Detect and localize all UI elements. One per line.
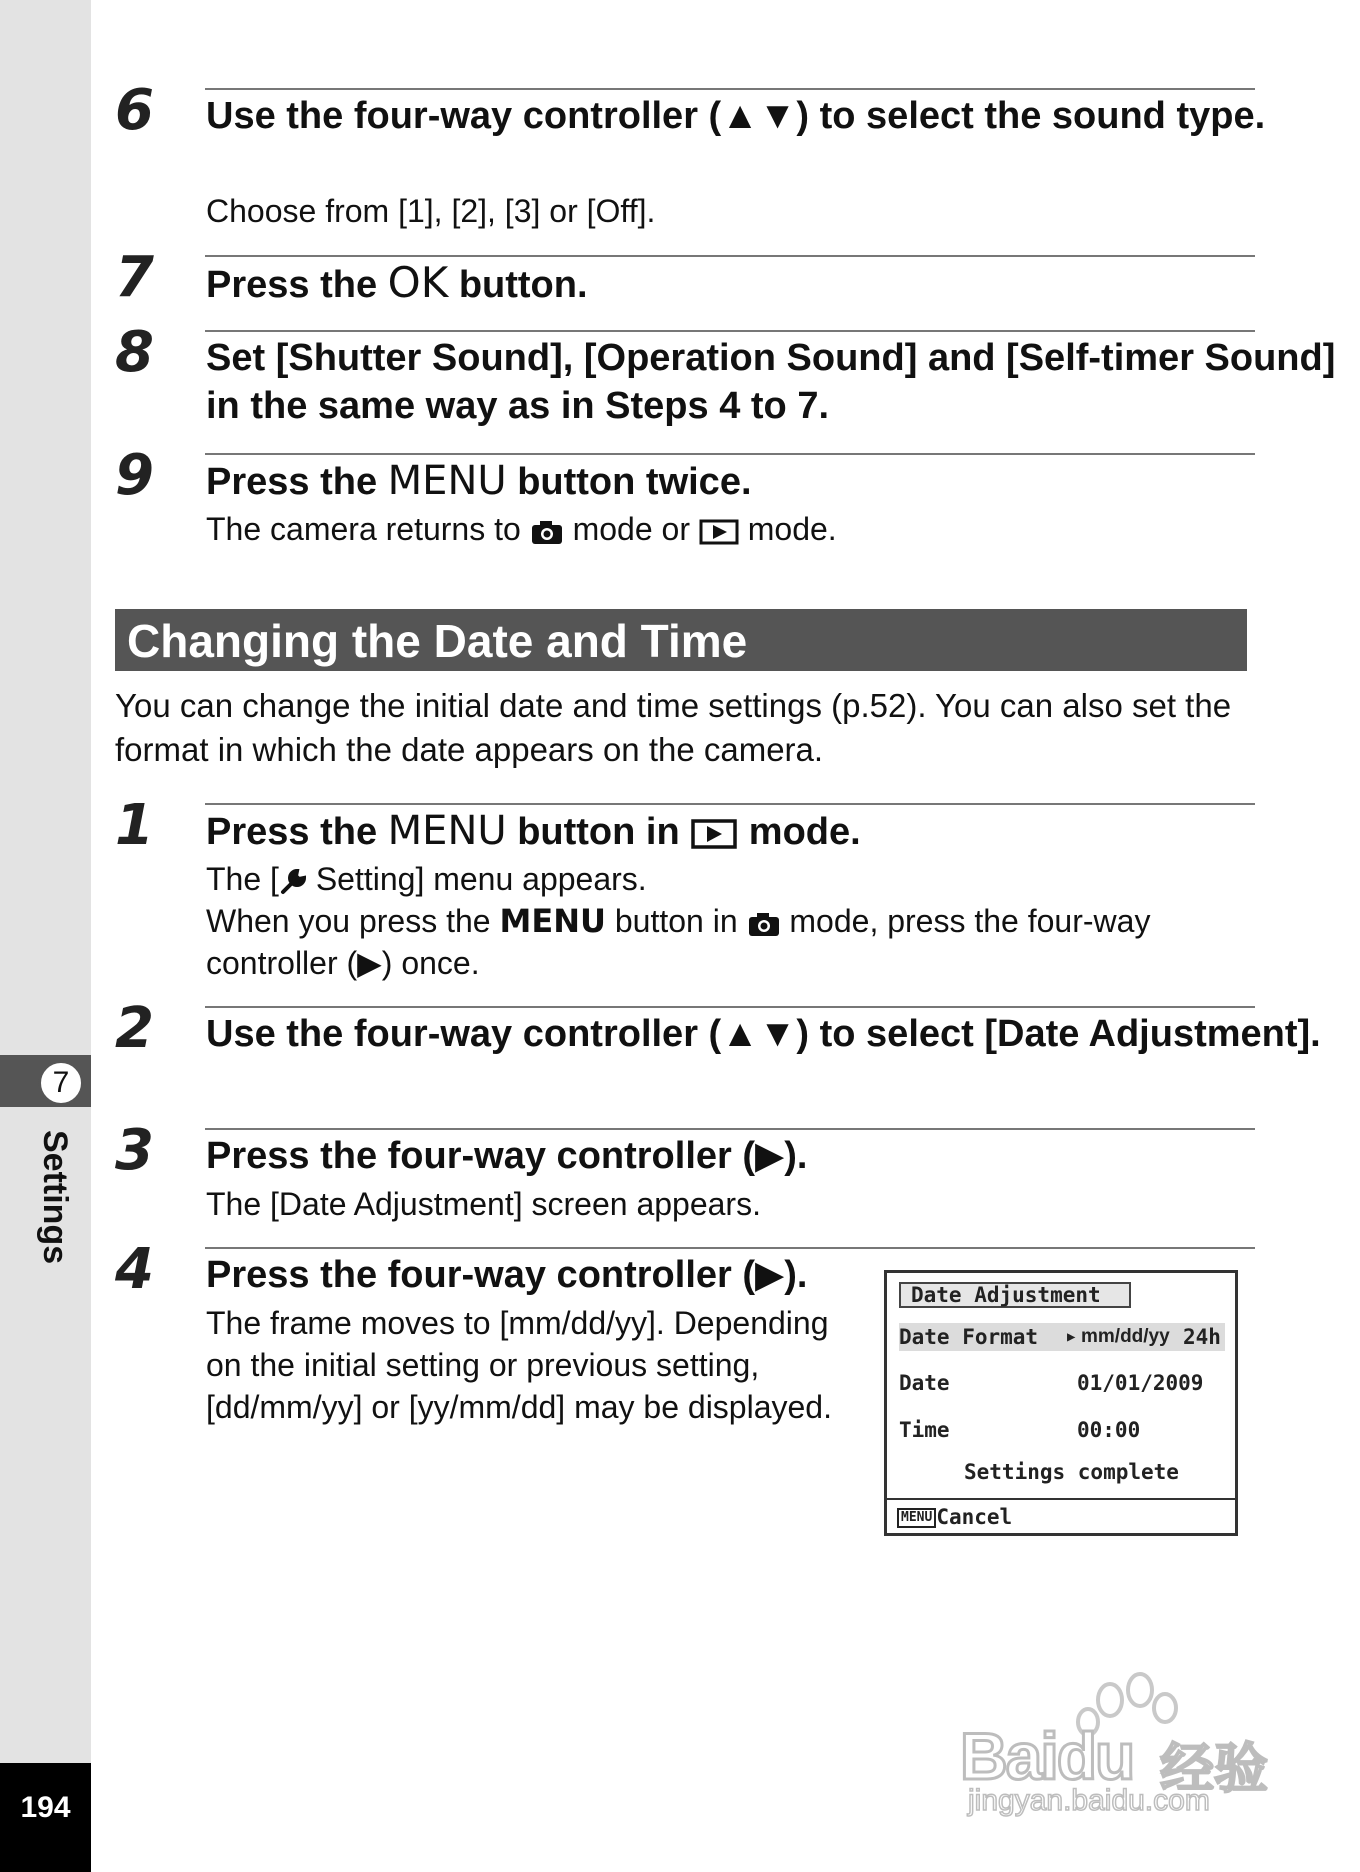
page-number-tab xyxy=(0,1763,91,1872)
settings-complete: Settings complete xyxy=(964,1460,1179,1484)
step-number: 8 xyxy=(115,320,154,385)
step-rule xyxy=(205,803,1255,805)
step-number: 6 xyxy=(115,78,154,143)
desc-text: mode or xyxy=(563,511,699,547)
step-number: 1 xyxy=(115,793,154,858)
step-desc-3: controller (▶) once. xyxy=(206,945,480,981)
watermark-brand-2: du xyxy=(1056,1719,1134,1793)
desc-text: mode, press the four-way xyxy=(780,903,1151,939)
step-desc-1 xyxy=(206,858,647,900)
menu-button-label: MENU xyxy=(387,458,507,504)
watermark xyxy=(960,1660,1280,1817)
watermark-brand xyxy=(960,1718,1133,1794)
watermark-cn: 经验 xyxy=(1160,1739,1268,1799)
step-rule xyxy=(205,330,1255,332)
menu-button-label: MENU xyxy=(499,902,606,940)
menu-badge-icon: MENU xyxy=(897,1508,936,1528)
step-rule xyxy=(205,88,1255,90)
title-text: Press the xyxy=(206,264,388,306)
desc-text: Setting] menu appears. xyxy=(306,861,647,897)
step-title xyxy=(206,807,1356,856)
date-label: Date xyxy=(899,1371,950,1395)
date-format-value: mm/dd/yy xyxy=(1081,1326,1170,1347)
screen-divider xyxy=(887,1498,1235,1500)
step-title xyxy=(206,457,1356,506)
step-number: 4 xyxy=(115,1237,154,1302)
step-number: 3 xyxy=(115,1118,154,1183)
title-text: button in xyxy=(506,811,691,853)
step-title: Set [Shutter Sound], [Operation Sound] and [Self-timer Sound] in the same way as in Steps 4 to 7. xyxy=(206,337,1336,427)
date-value: 01/01/2009 xyxy=(1077,1371,1204,1395)
screen-title: Date Adjustment xyxy=(899,1282,1131,1308)
step-number: 2 xyxy=(115,996,154,1061)
step-title: Use the four-way controller (▲▼) to select the sound type. xyxy=(206,95,1266,137)
chapter-sidebar xyxy=(0,0,91,1872)
date-adjustment-screen xyxy=(884,1270,1238,1536)
chapter-number: 7 xyxy=(38,1060,84,1106)
section-heading xyxy=(115,609,1247,671)
title-text: button. xyxy=(448,264,588,306)
date-format-hours: 24h xyxy=(1183,1325,1221,1349)
step-rule xyxy=(205,453,1255,455)
date-format-row xyxy=(899,1323,1225,1351)
menu-button-label: MENU xyxy=(387,808,507,854)
cancel-label: Cancel xyxy=(936,1505,1013,1529)
step-title: Press the four-way controller (▶). xyxy=(206,1254,808,1296)
step-rule xyxy=(205,255,1255,257)
date-format-label: Date Format xyxy=(899,1325,1039,1349)
step-title: Press the four-way controller (▶). xyxy=(206,1135,808,1177)
watermark-brand-1: Bai xyxy=(960,1719,1057,1793)
step-number: 9 xyxy=(115,443,154,508)
chapter-label-wrap xyxy=(32,1130,72,1290)
desc-text: mode. xyxy=(738,511,837,547)
camera-icon xyxy=(530,518,564,546)
title-text: button twice. xyxy=(506,461,752,503)
step-rule xyxy=(205,1247,1255,1249)
triangle-right-icon: ▶ xyxy=(1067,1329,1076,1345)
playback-icon xyxy=(690,818,738,850)
time-value: 00:00 xyxy=(1077,1418,1141,1442)
desc-text: When you press the xyxy=(206,903,500,939)
step-title xyxy=(206,259,1356,309)
title-text: Press the xyxy=(206,811,388,853)
section-intro: You can change the initial date and time settings (p.52). You can also set the format in which the date appears on the camera. xyxy=(115,687,1232,768)
section-title: Changing the Date and Time xyxy=(127,615,748,667)
step-desc: The [Date Adjustment] screen appears. xyxy=(206,1186,761,1222)
wrench-icon xyxy=(279,868,307,896)
camera-icon xyxy=(747,910,781,938)
step-rule xyxy=(205,1006,1255,1008)
step-desc: The frame moves to [mm/dd/yy]. Depending on the initial setting or previous setting, [dd/mm/yy] or [yy/mm/dd] may be displayed. xyxy=(206,1305,832,1425)
watermark-url: jingyan.baidu.com xyxy=(968,1784,1210,1817)
step-desc: Choose from [1], [2], [3] or [Off]. xyxy=(206,193,656,229)
chapter-label: Settings xyxy=(36,1130,74,1265)
desc-text: button in xyxy=(605,903,747,939)
title-text: Press the xyxy=(206,461,388,503)
ok-button-label: OK xyxy=(387,258,449,307)
desc-text: The [ xyxy=(206,861,279,897)
step-desc xyxy=(206,508,837,550)
step-desc-2 xyxy=(206,900,1150,942)
step-number: 7 xyxy=(115,245,154,310)
time-label: Time xyxy=(899,1418,950,1442)
step-title: Use the four-way controller (▲▼) to select [Date Adjustment]. xyxy=(206,1013,1321,1055)
playback-icon xyxy=(699,519,739,545)
title-text: mode. xyxy=(738,811,861,853)
step-rule xyxy=(205,1128,1255,1130)
page-number: 194 xyxy=(20,1791,71,1824)
desc-text: The camera returns to xyxy=(206,511,530,547)
cancel-row xyxy=(897,1505,1012,1529)
